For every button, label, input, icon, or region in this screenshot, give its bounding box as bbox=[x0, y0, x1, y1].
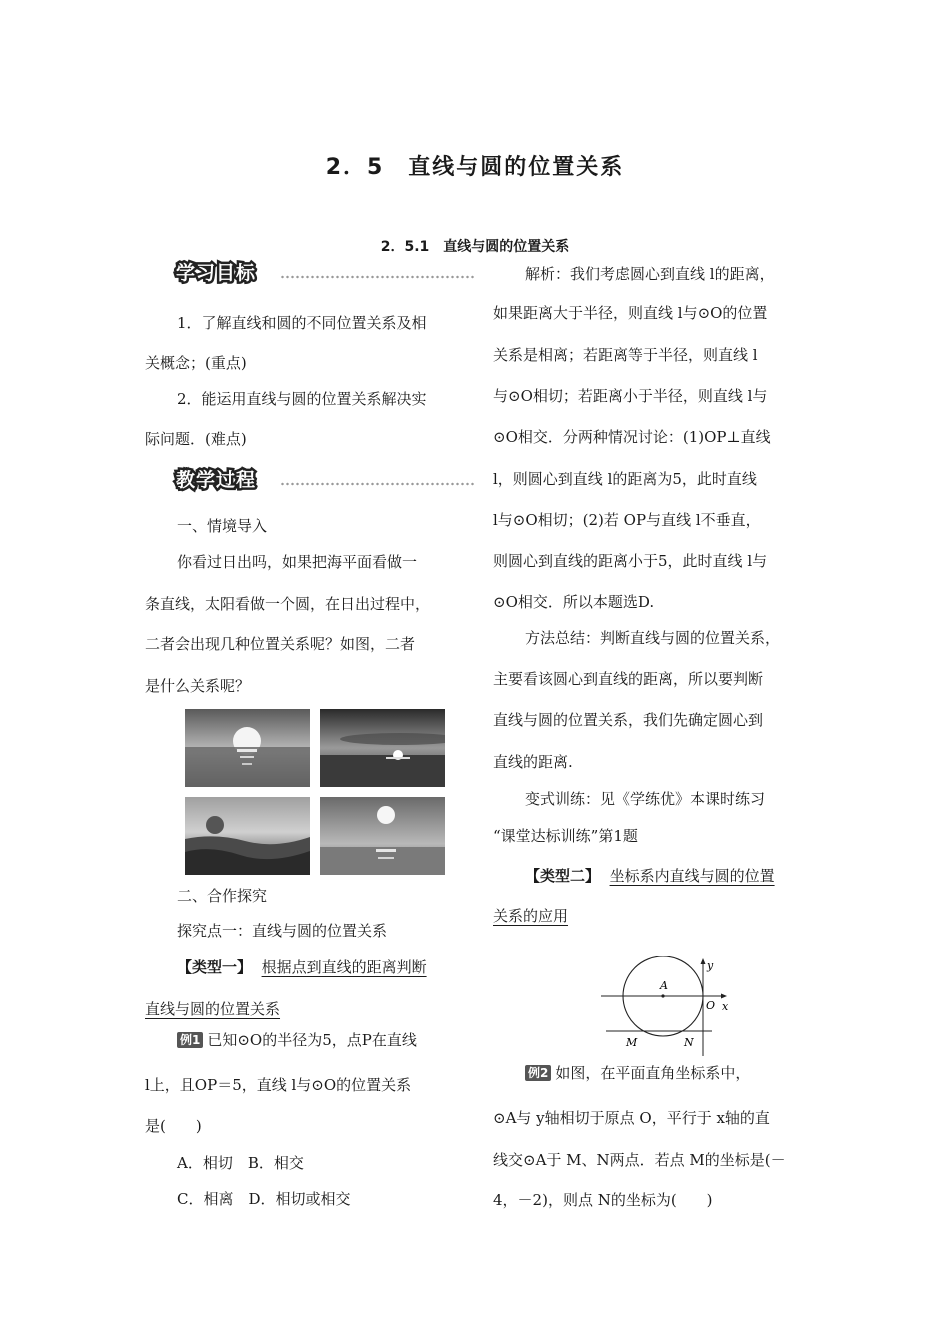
section-2-heading: 二、合作探究 bbox=[177, 887, 268, 905]
example-2-badge: 例2 bbox=[525, 1065, 551, 1081]
example-2-text: 如图，在平面直角坐标系中， bbox=[555, 1064, 751, 1082]
method-line-3: 直线与圆的位置关系，我们先确定圆心到 bbox=[493, 711, 764, 729]
example-2-line-3: 线交⊙A于 M、N两点．若点 M的坐标是(－ bbox=[493, 1151, 786, 1169]
goal-1-line-2: 关概念；(重点) bbox=[145, 354, 247, 372]
label-x: x bbox=[722, 1000, 729, 1013]
practice-line-2: “课堂达标训练”第1题 bbox=[493, 827, 638, 845]
banner-label: 学习目标 bbox=[176, 262, 257, 284]
practice-line-1: 变式训练：见《学练优》本课时练习 bbox=[525, 790, 766, 808]
example-1-badge: 例1 bbox=[177, 1032, 203, 1048]
type-2-title-cont: 关系的应用 bbox=[493, 907, 569, 925]
type-2-title: 坐标系内直线与圆的位置 bbox=[609, 867, 775, 885]
sunrise-photo-2 bbox=[320, 709, 445, 787]
section-subtitle: 2．5.1 直线与圆的位置关系 bbox=[380, 239, 570, 255]
x-axis-arrow bbox=[721, 994, 727, 999]
label-a: A bbox=[660, 979, 668, 992]
goal-1-line-1: 1．了解直线和圆的不同位置关系及相 bbox=[177, 314, 427, 332]
banner-dotted-rule bbox=[280, 481, 475, 487]
options-a-b: A．相切 B．相交 bbox=[177, 1154, 304, 1172]
example-1-line-1 bbox=[177, 1030, 417, 1050]
goal-2-line-1: 2．能运用直线与圆的位置关系解决实 bbox=[177, 390, 427, 408]
banner-label: 教学过程 bbox=[176, 469, 257, 491]
sunrise-photo-3 bbox=[185, 797, 310, 875]
type-2-tag: 【类型二】 bbox=[525, 867, 601, 885]
solution-line-5: ⊙O相交．分两种情况讨论：(1)OP⊥直线 bbox=[493, 428, 771, 446]
exploration-point-1: 探究点一：直线与圆的位置关系 bbox=[177, 922, 388, 940]
sunrise-photo-1 bbox=[185, 709, 310, 787]
options-c-d: C．相离 D．相切或相交 bbox=[177, 1190, 351, 1208]
method-line-1: 方法总结：判断直线与圆的位置关系， bbox=[525, 629, 781, 647]
intro-line-3: 二者会出现几种位置关系呢？如图，二者 bbox=[145, 635, 416, 653]
banner-dotted-rule bbox=[280, 274, 475, 280]
example-2-line-1 bbox=[525, 1063, 750, 1083]
solution-line-9: ⊙O相交．所以本题选D. bbox=[493, 593, 655, 611]
circle-coordinate-diagram bbox=[596, 956, 736, 1060]
sunrise-photo-4 bbox=[320, 797, 445, 875]
example-1-line-3: 是( ) bbox=[145, 1117, 202, 1135]
teaching-process-banner bbox=[140, 465, 475, 493]
label-o: O bbox=[706, 999, 716, 1012]
solution-line-1: 解析：我们考虑圆心到直线 l的距离， bbox=[525, 265, 775, 283]
label-y: y bbox=[707, 959, 714, 972]
goal-2-line-2: 际问题．(难点) bbox=[145, 430, 247, 448]
intro-line-4: 是什么关系呢？ bbox=[145, 677, 251, 695]
learning-goals-banner bbox=[140, 258, 475, 286]
center-a-point bbox=[661, 994, 664, 997]
example-2-line-4: 4，－2)，则点 N的坐标为( ) bbox=[493, 1191, 713, 1209]
y-axis-arrow bbox=[701, 958, 706, 964]
page-title: 2．5 直线与圆的位置关系 bbox=[325, 155, 625, 180]
solution-line-6: l，则圆心到直线 l的距离为5，此时直线 bbox=[493, 470, 757, 488]
section-1-heading: 一、情境导入 bbox=[177, 517, 268, 535]
example-2-line-2: ⊙A与 y轴相切于原点 O，平行于 x轴的直 bbox=[493, 1109, 770, 1127]
method-line-4: 直线的距离. bbox=[493, 753, 573, 771]
label-n: N bbox=[684, 1036, 694, 1049]
type-1-tag: 【类型一】 bbox=[177, 958, 253, 976]
solution-line-8: 则圆心到直线的距离小于5，此时直线 l与 bbox=[493, 552, 768, 570]
type-1-title-cont: 直线与圆的位置关系 bbox=[145, 1000, 281, 1018]
example-1-line-2: l上，且OP＝5，直线 l与⊙O的位置关系 bbox=[145, 1076, 412, 1094]
solution-line-7: l与⊙O相切；(2)若 OP与直线 l不垂直， bbox=[493, 511, 761, 529]
intro-line-1: 你看过日出吗，如果把海平面看做一 bbox=[177, 553, 418, 571]
solution-line-3: 关系是相离；若距离等于半径，则直线 l bbox=[493, 346, 758, 364]
example-1-text: 已知⊙O的半径为5，点P在直线 bbox=[207, 1031, 417, 1049]
solution-line-2: 如果距离大于半径，则直线 l与⊙O的位置 bbox=[493, 304, 768, 322]
method-line-2: 主要看该圆心到直线的距离，所以要判断 bbox=[493, 670, 764, 688]
type-1-title: 根据点到直线的距离判断 bbox=[261, 958, 427, 976]
intro-line-2: 条直线，太阳看做一个圆，在日出过程中， bbox=[145, 595, 431, 613]
type-2-heading bbox=[525, 866, 775, 886]
solution-line-4: 与⊙O相切；若距离小于半径，则直线 l与 bbox=[493, 387, 768, 405]
label-m: M bbox=[626, 1036, 638, 1049]
type-1-heading bbox=[177, 957, 427, 977]
